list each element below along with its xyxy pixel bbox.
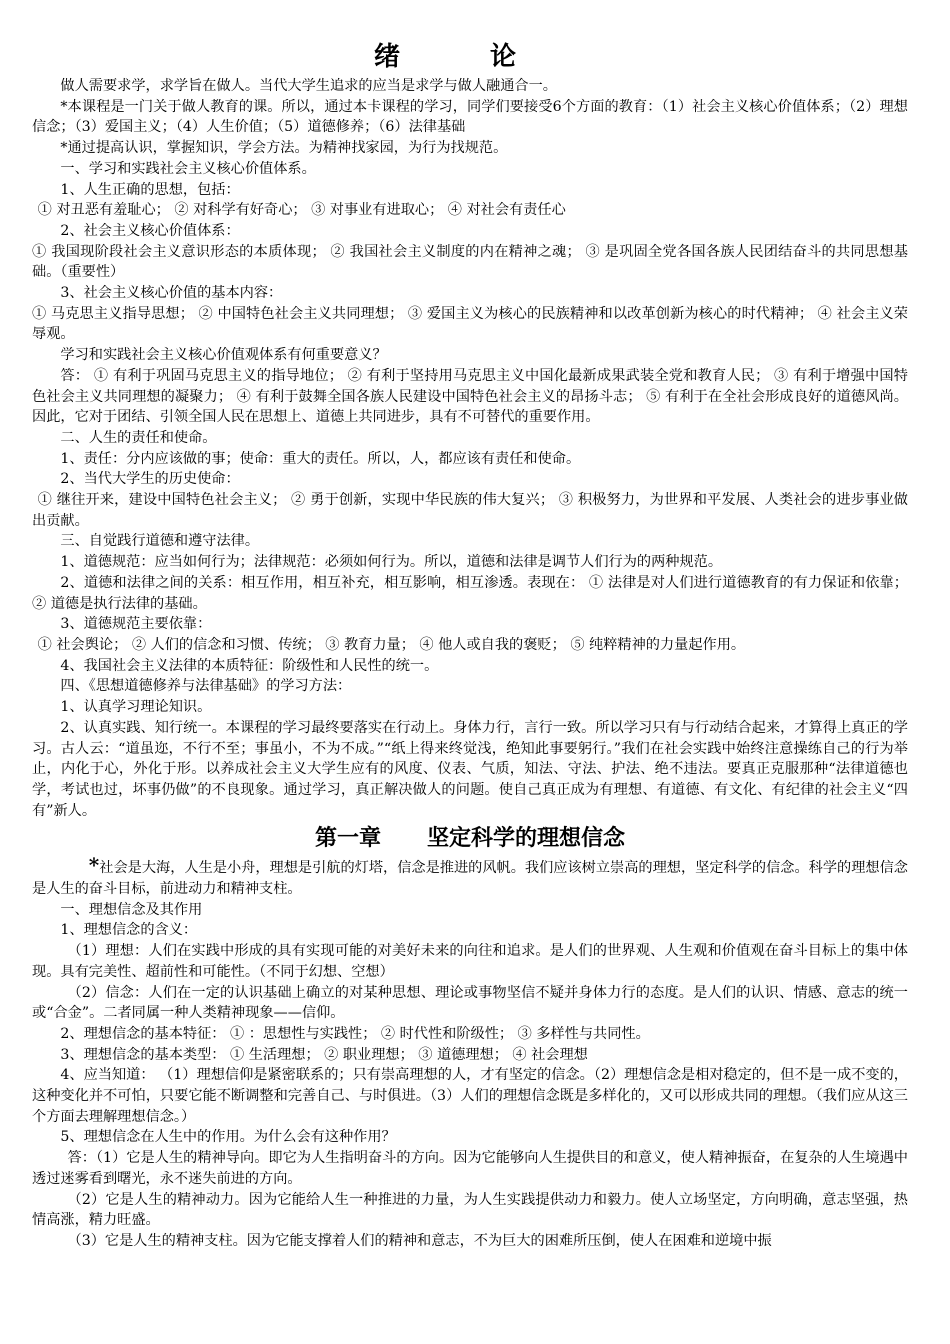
- section-heading: 一、理想信念及其作用: [60, 901, 203, 918]
- subsection-heading: 3、道德规范主要依靠：: [60, 616, 212, 633]
- intro-paragraph: ① 马克思主义指导思想； ② 中国特色社会主义共同理想； ③ 爱国主义为核心的民族精神和以改革创新为核心的时代精神； ④ 社会主义荣辱观。: [32, 305, 908, 343]
- intro-paragraph: *通过提高认识，掌握知识，学会方法。为精神找家园，为行为找规范。: [60, 140, 508, 157]
- chapter-lead-text: 社会是大海，人生是小舟，理想是引航的灯塔，信念是推进的风帆。我们应该树立崇高的理想，坚定科学的信念。科学的理想信念是人生的奋斗目标，前进动力和精神支柱。: [32, 860, 908, 898]
- chapter-label: 第一章: [314, 826, 381, 852]
- intro-title: 绪论: [373, 42, 606, 72]
- star-mark: *: [88, 853, 100, 878]
- chapter-paragraph: （1）理想：人们在实践中形成的具有实现可能的对美好未来的向往和追求。是人们的世界观、人生观和价值观在奋斗目标上的集中体现。具有完美性、超前性和可能性。（不同于幻想、空想）: [32, 943, 908, 980]
- intro-paragraph: 4、我国社会主义法律的本质特征：阶级性和人民性的统一。: [60, 657, 439, 674]
- intro-paragraph: 2、道德和法律之间的关系：相互作用，相互补充，相互影响，相互渗透。表现在： ① 法律是对人们进行道德教育的有力保证和依靠； ② 道德是执行法律的基础。: [32, 574, 908, 612]
- answer: （3）它是人生的精神支柱。因为它能支撑着人们的精神和意志，不为巨大的困难所压倒，使人在困难和逆境中振: [67, 1232, 772, 1249]
- chapter-paragraph: 4、应当知道： （1）理想信仰是紧密联系的；只有崇高理想的人，才有坚定的信念。（2）理想信念是相对稳定的，但不是一成不变的，这种变化并不可怕，只要它能不断调整和完善自己、与时俱进。（3）人们的理想信念既是多样化的，又可以形成共同的理想。（我们应从这三个方面去理解理想信念。）: [32, 1067, 908, 1125]
- section-heading: 三、自觉践行道德和遵守法律。: [60, 533, 260, 550]
- subsection-heading: 1、人生正确的思想，包括：: [60, 181, 240, 198]
- section-heading: 一、学习和实践社会主义核心价值体系。: [60, 160, 316, 177]
- answer: （2）它是人生的精神动力。因为它能给人生一种推进的力量，为人生实践提供动力和毅力。使人立场坚定，方向明确，意志坚强，热情高涨，精力旺盛。: [32, 1191, 908, 1229]
- chapter-paragraph: 3、理想信念的基本类型： ① 生活理想； ② 职业理想； ③ 道德理想； ④ 社会理想: [60, 1046, 588, 1063]
- intro-paragraph: 2、认真实践、知行统一。本课程的学习最终要落实在行动上。身体力行，言行一致。所以学习只有与行动结合起来，才算得上真正的学习。古人云：“道虽迩，不行不至；事虽小，不为不成。”“纸上得来终觉浅，绝知此事要躬行。”我们在社会实践中始终注意操练自己的行为举止，内化于心，外化于形。以养成社会主义大学生应有的风度、仪表、气质，知法、守法、护法、绝不违法。要真正克服那种“法律道德也学，考试也过，坏事仍做”的不良现象。通过学习，真正解决做人的问题。使自己真正成为有理想、有道德、有文化、有纪律的社会主义“四有”新人。: [32, 719, 908, 819]
- chapter-paragraph: 2、理想信念的基本特征： ① ：思想性与实践性； ② 时代性和阶级性； ③ 多样性与共同性。: [60, 1025, 650, 1042]
- intro-paragraph: 1、道德规范：应当如何行为；法律规范：必须如何行为。所以，道德和法律是调节人们行为的两种规范。: [60, 554, 723, 571]
- intro-paragraph: ① 对丑恶有羞耻心； ② 对科学有好奇心； ③ 对事业有进取心； ④ 对社会有责任心: [37, 202, 566, 219]
- chapter-name: 坚定科学的理想信念: [427, 826, 626, 852]
- intro-paragraph: 1、责任：分内应该做的事；使命：重大的责任。所以，人，都应该有责任和使命。: [60, 450, 581, 467]
- subsection-heading: 3、社会主义核心价值的基本内容：: [60, 285, 283, 302]
- subsection-heading: 2、当代大学生的历史使命：: [60, 471, 240, 488]
- answer: 答：（1）它是人生的精神导向。即它为人生指明奋斗的方向。因为它能够向人生提供目的和意义，使人精神振奋，在复杂的人生境遇中透过迷雾看到曙光，永不迷失前进的方向。: [32, 1150, 908, 1187]
- subsection-heading: 1、理想信念的含义：: [60, 922, 198, 939]
- question: 5、理想信念在人生中的作用。为什么会有这种作用？: [60, 1129, 396, 1146]
- intro-paragraph: *本课程是一门关于做人教育的课。所以，通过本卡课程的学习，同学们要接受6个方面的教育：（1）社会主义核心价值体系；（2）理想信念；（3）爱国主义；（4）人生价值；（5）道德修养；（6）法律基础: [32, 98, 908, 136]
- chapter-paragraph: （2）信念：人们在一定的认识基础上确立的对某种思想、理论或事物坚信不疑并身体力行的态度。是人们的认识、情感、意志的统一或“合金”。二者同属一种人类精神现象——信仰。: [32, 984, 908, 1022]
- section-heading: 二、人生的责任和使命。: [60, 429, 217, 446]
- intro-paragraph: 做人需要求学，求学旨在做人。当代大学生追求的应当是求学与做人融通合一。: [60, 78, 557, 94]
- intro-paragraph: ① 社会舆论； ② 人们的信念和习惯、传统； ③ 教育力量； ④ 他人或自我的褒贬； ⑤ 纯粹精神的力量起作用。: [37, 636, 746, 653]
- answer: 答： ① 有利于巩固马克思主义的指导地位； ② 有利于坚持用马克思主义中国化最新成果武装全党和教育人民； ③ 有利于增强中国特色社会主义共同理想的凝聚力； ④ 有利于鼓舞全国各族人民建设中国特色社会主义的昂扬斗志； ⑤ 有利于在全社会形成良好的道德风尚。因此，它对于团结、引领全国人民在思想上、道德上共同进步，具有不可替代的重要作用。: [32, 367, 908, 426]
- subsection-heading: 2、社会主义核心价值体系：: [60, 222, 240, 239]
- intro-paragraph: ① 继往开来，建设中国特色社会主义； ② 勇于创新，实现中华民族的伟大复兴； ③ 积极努力，为世界和平发展、人类社会的进步事业做出贡献。: [32, 492, 908, 529]
- question: 学习和实践社会主义核心价值观体系有何重要意义？: [60, 347, 387, 364]
- section-heading: 四、《思想道德修养与法律基础》的学习方法：: [60, 678, 352, 695]
- intro-paragraph: 1、认真学习理论知识。: [60, 699, 212, 716]
- chapter-title: [32, 823, 908, 855]
- chapter-lead: [32, 855, 908, 899]
- intro-paragraph: ① 我国现阶段社会主义意识形态的本质体现； ② 我国社会主义制度的内在精神之魂； ③ 是巩固全党各国各族人民团结奋斗的共同思想基础。（重要性）: [32, 243, 908, 281]
